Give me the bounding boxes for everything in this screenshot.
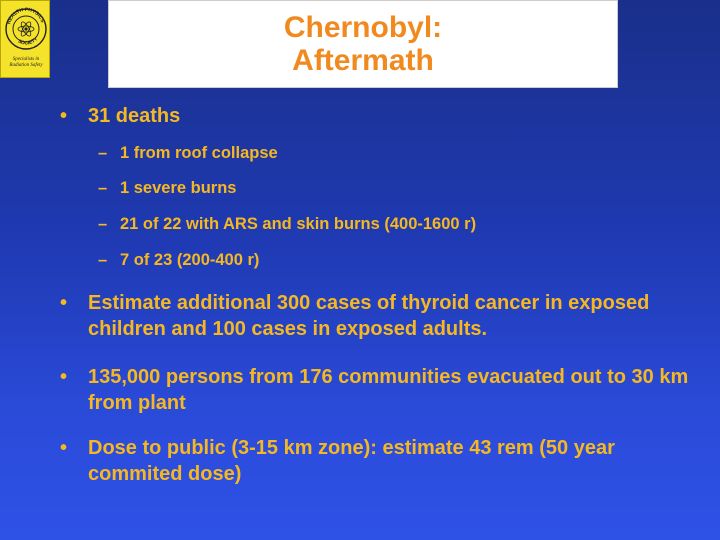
sub-bullet-marker: – xyxy=(98,215,108,233)
sub-bullet-text: 1 from roof collapse xyxy=(120,144,278,162)
bullet-marker: • xyxy=(60,366,68,388)
sub-bullet-marker: – xyxy=(98,251,108,269)
bullet-text: Estimate additional 300 cases of thyroid cancer in exposed children and 100 cases in exposed adults. xyxy=(88,292,650,340)
sub-bullet-marker: – xyxy=(98,144,108,162)
logo-caption-line1: Specialists in xyxy=(12,57,40,62)
title-line-1: Chernobyl: xyxy=(283,11,443,44)
logo-ring-bottom-text: SOCIETY xyxy=(16,36,40,47)
title-line-2: Aftermath xyxy=(292,44,434,77)
bullet-marker: • xyxy=(60,105,68,127)
sub-bullet-marker: – xyxy=(98,179,108,197)
sub-bullet-text: 21 of 22 with ARS and skin burns (400-1600 r) xyxy=(120,215,477,233)
logo-caption-line2: Radiation Safety xyxy=(9,63,43,68)
bullet-text: 31 deaths xyxy=(88,105,181,127)
bullet-marker: • xyxy=(60,437,68,459)
bullet-text: Dose to public (3-15 km zone): estimate 43 rem (50 year commited dose) xyxy=(88,437,615,485)
sub-bullet-text: 7 of 23 (200-400 r) xyxy=(120,251,260,269)
bullet-text: 135,000 persons from 176 communities evacuated out to 30 km from plant xyxy=(88,366,689,414)
logo-ring-top-text: HEALTH PHYSICS xyxy=(6,6,46,26)
bullet-marker: • xyxy=(60,292,68,314)
sub-bullet-text: 1 severe burns xyxy=(120,179,237,197)
